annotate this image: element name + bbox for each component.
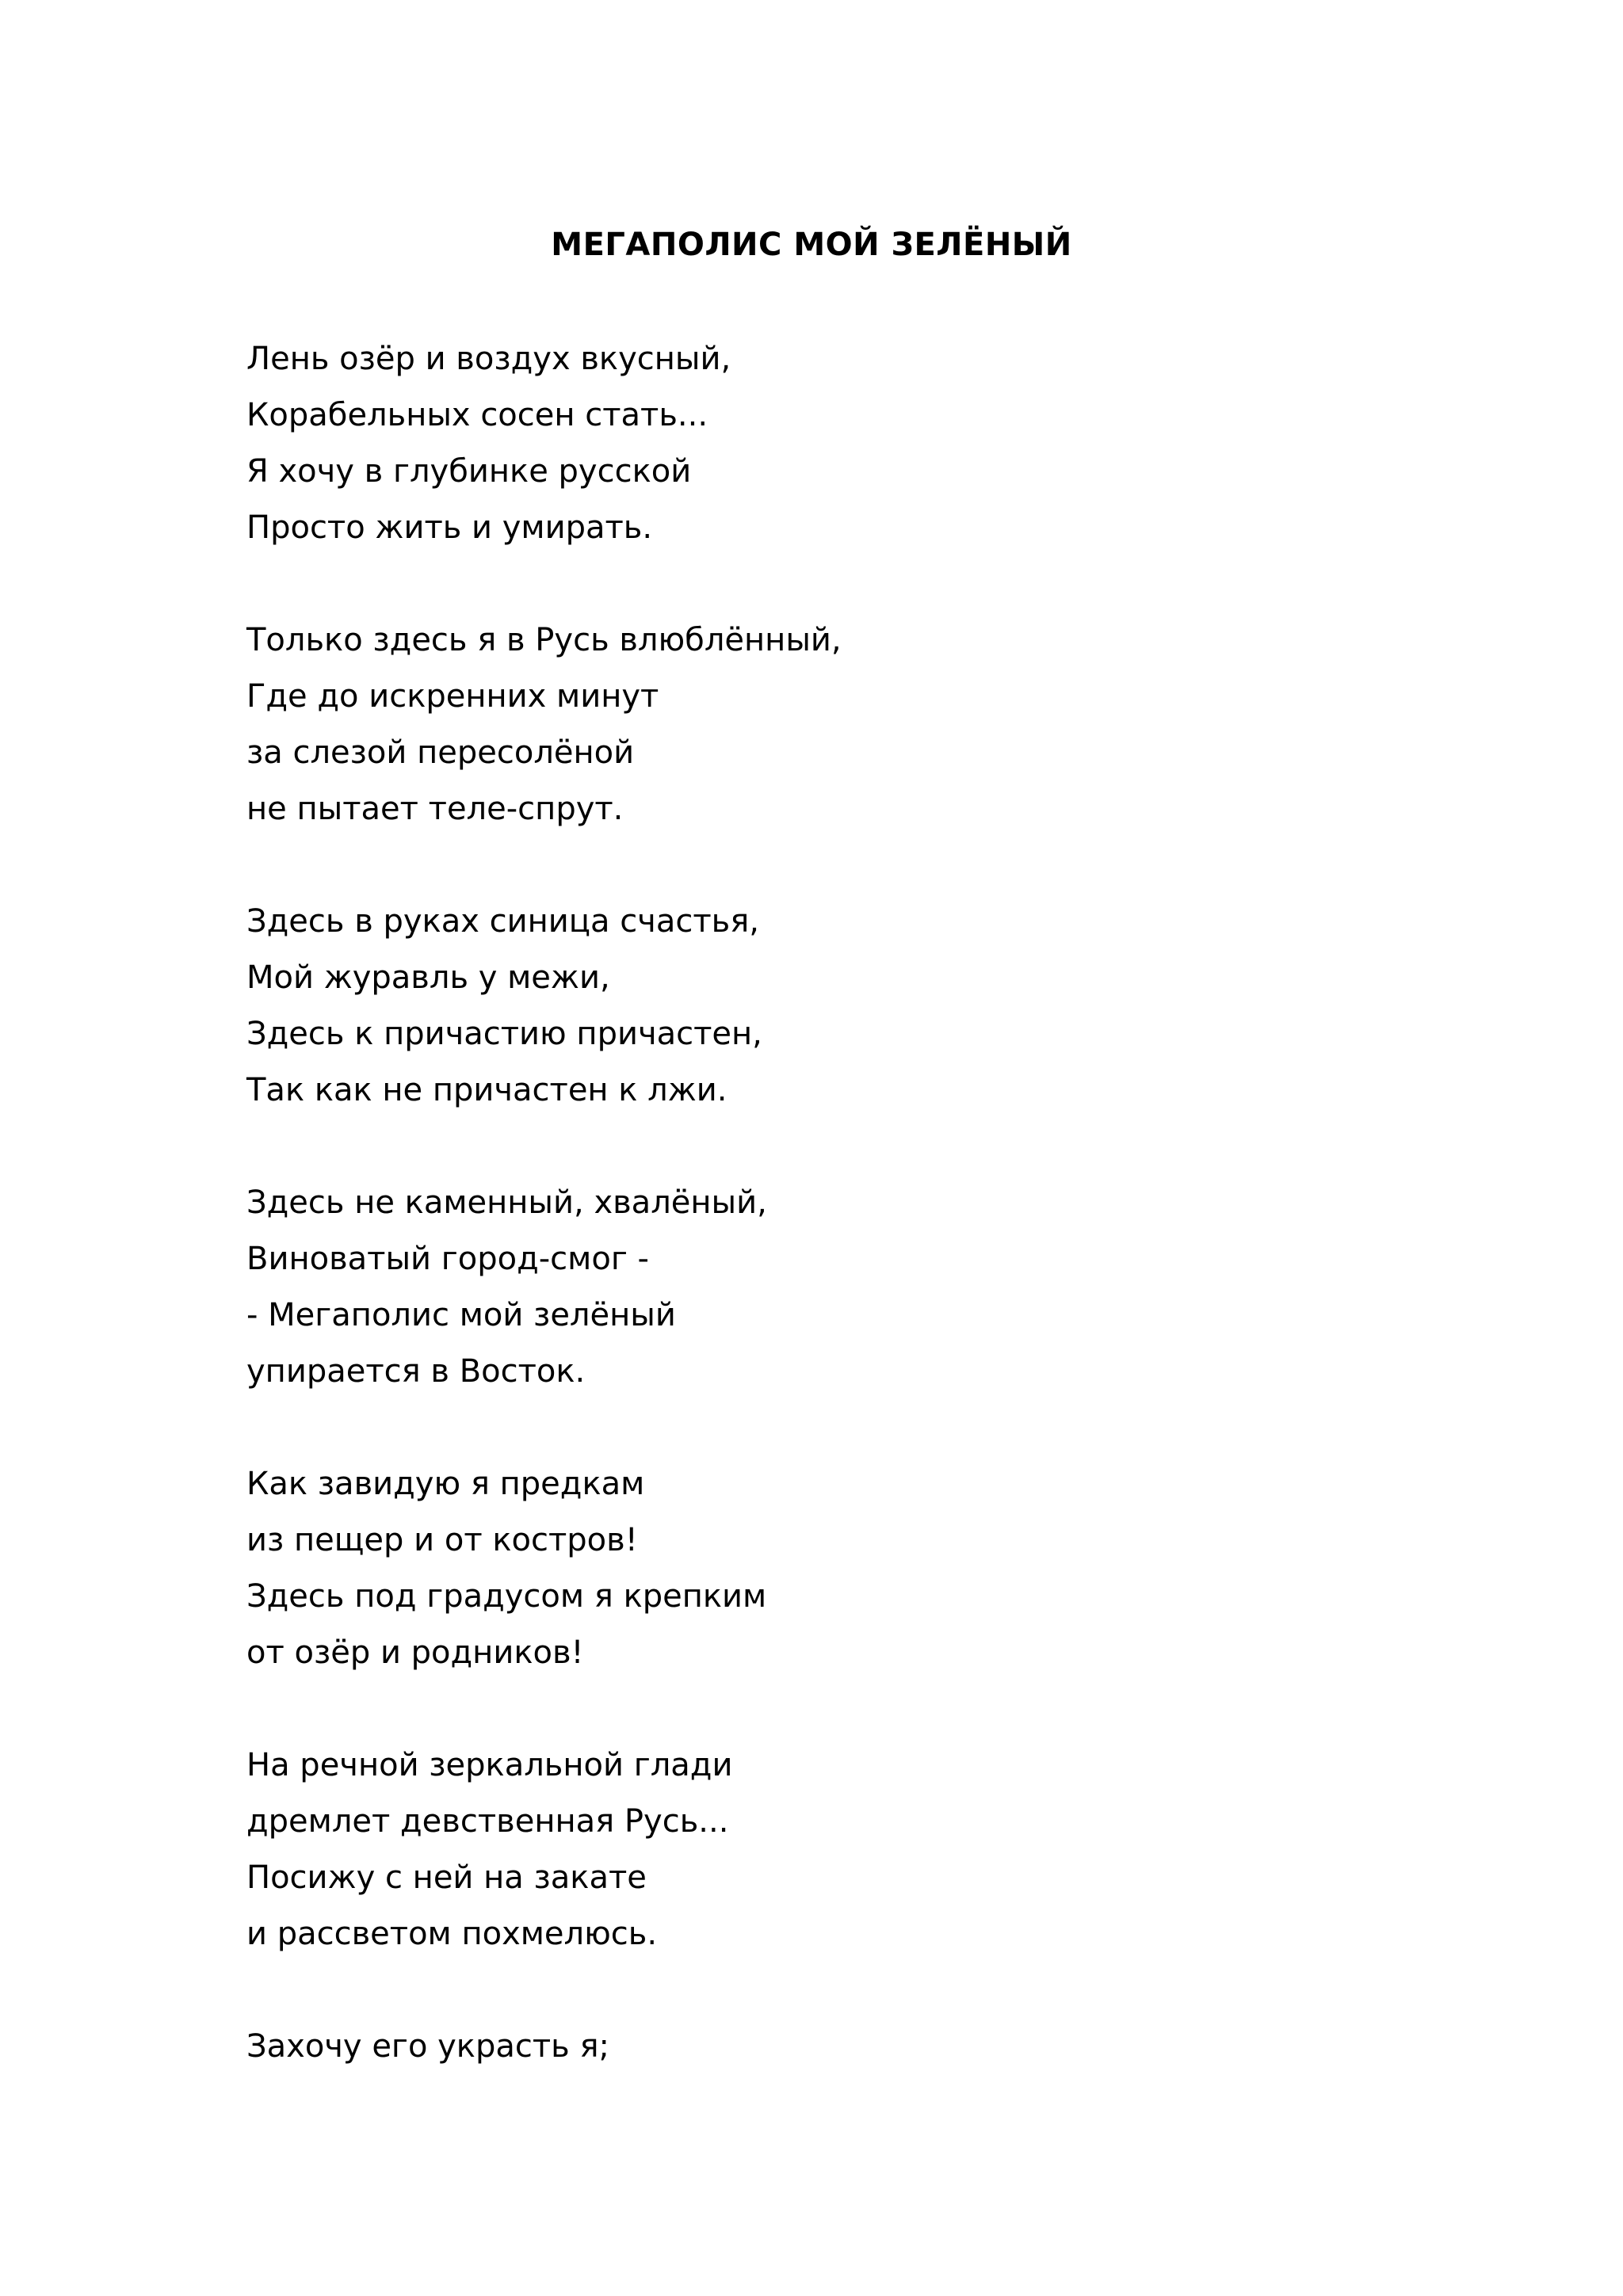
stanza (246, 894, 1435, 1119)
poem-title: МЕГАПОЛИС МОЙ ЗЕЛЁНЫЙ (551, 227, 1072, 263)
poem-line: Просто жить и умирать. (246, 509, 653, 546)
poem-line: Здесь под градусом я крепким (246, 1578, 767, 1615)
poem-line: Мой журавль у межи, (246, 959, 610, 996)
poem-line: Посижу с ней на закате (246, 1859, 647, 1896)
poem-line: Где до искренних минут (246, 678, 659, 715)
stanza (246, 2019, 1435, 2075)
poem-line: Виноватый город-смог - (246, 1241, 649, 1277)
stanza (246, 612, 1435, 837)
poem-line: и рассветом похмелюсь. (246, 1916, 658, 1952)
poem-line: Здесь к причастию причастен, (246, 1016, 762, 1052)
stanza (246, 1737, 1435, 1962)
poem-line: - Мегаполис мой зелёный (246, 1297, 676, 1333)
poem-line: Корабельных сосен стать... (246, 397, 708, 433)
poem-line: упирается в Восток. (246, 1353, 586, 1390)
poem-line: Захочу его украсть я; (246, 2028, 609, 2065)
poem-line: за слезой пересолёной (246, 734, 635, 771)
poem-line: Так как не причастен к лжи. (246, 1072, 727, 1108)
poem-line: Как завидую я предкам (246, 1466, 645, 1502)
poem-line: не пытает теле-спрут. (246, 791, 624, 827)
poem-line: дремлет девственная Русь... (246, 1803, 729, 1840)
poem-line: Лень озёр и воздух вкусный, (246, 341, 731, 377)
poem-body (246, 331, 1435, 2131)
poem-line: из пещер и от костров! (246, 1522, 638, 1558)
poem-line: Здесь не каменный, хвалёный, (246, 1184, 767, 1221)
stanza (246, 331, 1435, 556)
poem-line: от озёр и родников! (246, 1634, 584, 1671)
stanza (246, 1456, 1435, 1681)
poem-line: Только здесь я в Русь влюблённый, (246, 622, 842, 658)
stanza (246, 1175, 1435, 1400)
poem-line: Здесь в руках синица счастья, (246, 903, 759, 940)
poem-line: Я хочу в глубинке русской (246, 453, 692, 490)
poem-line: На речной зеркальной глади (246, 1747, 733, 1783)
